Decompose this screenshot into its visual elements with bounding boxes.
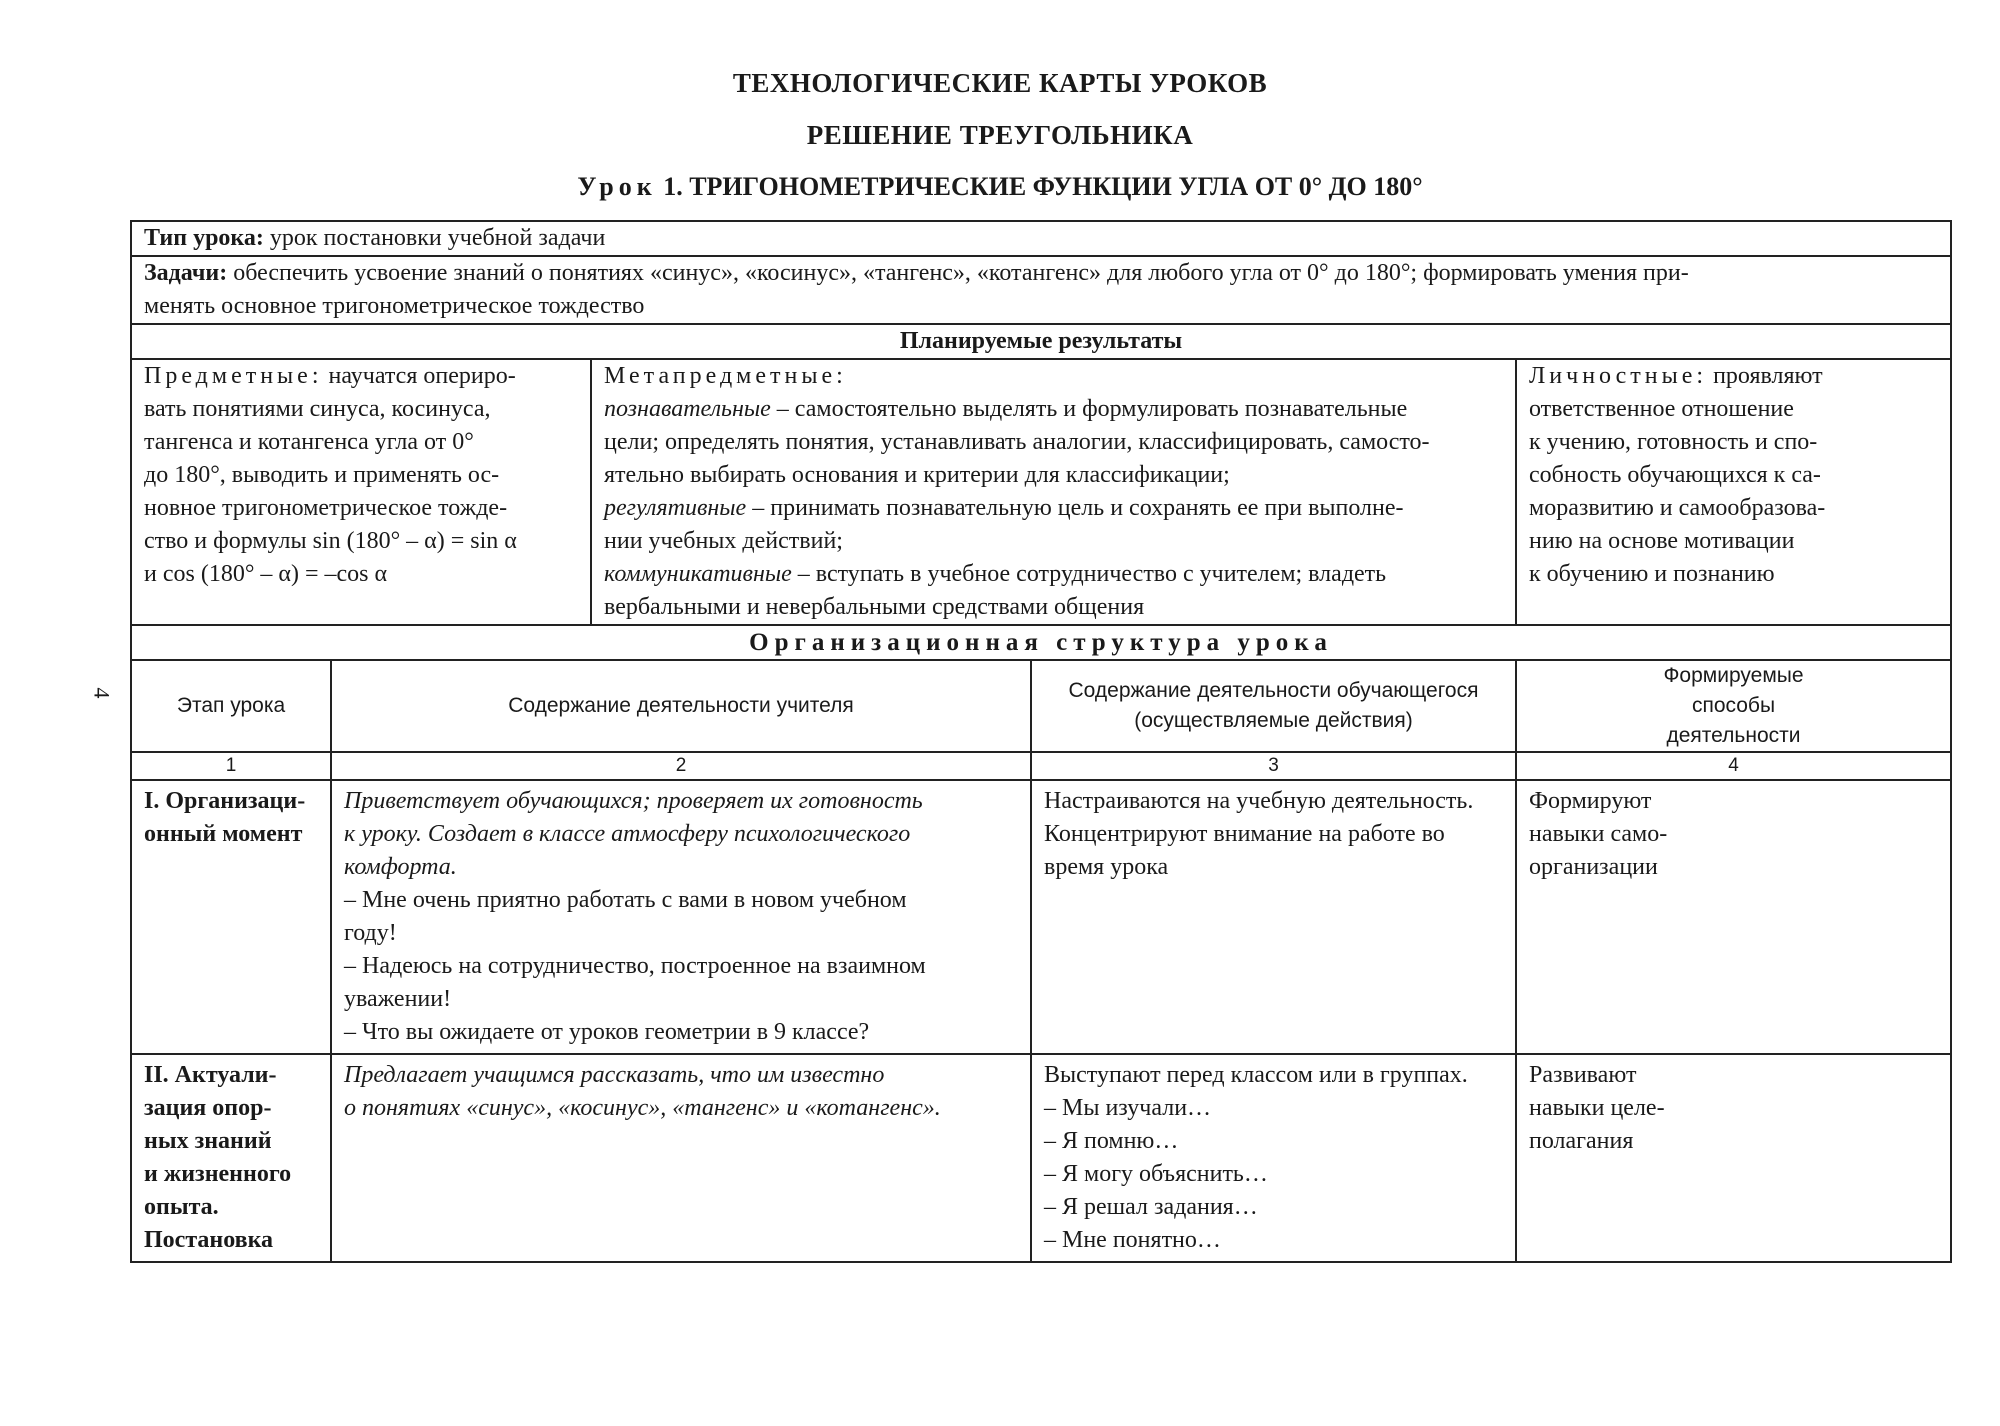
lesson-type-value: урок постановки учебной задачи (269, 225, 606, 251)
stage-cell (131, 1054, 331, 1262)
subject-results-cell (131, 359, 591, 625)
table-row (131, 780, 1951, 1054)
lesson-type-row (131, 221, 1951, 256)
subject-line: вать понятиями синуса, косинуса, (144, 396, 491, 422)
subject-line: новное тригонометрическое тожде- (144, 495, 508, 521)
org-structure-title: Организационная структура урока (131, 625, 1951, 660)
student-line: – Я помню… (1044, 1128, 1179, 1154)
student-line: – Мне понятно… (1044, 1227, 1221, 1253)
page-number: 4 (89, 687, 115, 699)
meta-line: нии учебных действий; (604, 528, 843, 554)
lesson-type-cell (131, 221, 1951, 256)
personal-line: нию на основе мотивации (1529, 528, 1795, 554)
column-number: 1 (131, 752, 331, 780)
stage-line: зация опор- (144, 1095, 272, 1121)
personal-line: проявляют (1713, 363, 1823, 389)
student-line: – Мы изучали… (1044, 1095, 1212, 1121)
teacher-line: комфорта. (344, 854, 457, 880)
stage-line: I. Организаци- (144, 788, 306, 814)
subject-line: тангенса и котангенса угла от 0° (144, 429, 474, 455)
methods-cell (1516, 780, 1951, 1054)
column-header-stage: Этап урока (131, 660, 331, 752)
personal-line: к учению, готовность и спо- (1529, 429, 1818, 455)
tasks-value-line1: обеспечить усвоение знаний о понятиях «синус», «косинус», «тангенс», «котангенс» для любого угла от 0° до 180°; формировать умения при- (233, 260, 1689, 286)
personal-line: ответственное отношение (1529, 396, 1794, 422)
column-header-methods-line: способы (1691, 694, 1776, 717)
teacher-line: уважении! (344, 986, 452, 1012)
stage-line: онный момент (144, 821, 303, 847)
tasks-value-line2: менять основное тригонометрическое тождество (144, 293, 645, 319)
subject-line: до 180°, выводить и применять ос- (144, 462, 500, 488)
subject-results-label: Предметные: (144, 363, 323, 389)
stage-line: опыта. (144, 1194, 219, 1220)
student-activity-cell (1031, 1054, 1516, 1262)
student-line: – Я могу объяснить… (1044, 1161, 1268, 1187)
methods-line: навыки целе- (1529, 1095, 1665, 1121)
subject-line: научатся опериро- (328, 363, 516, 389)
org-structure-title-row (131, 625, 1951, 660)
methods-line: навыки само- (1529, 821, 1668, 847)
lesson-type-label: Тип урока: (144, 225, 264, 251)
page-headings (0, 68, 2000, 202)
tasks-row (131, 256, 1951, 324)
personal-results-cell (1516, 359, 1951, 625)
teacher-line: – Мне очень приятно работать с вами в новом учебном (344, 887, 907, 913)
personal-line: к обучению и познанию (1529, 561, 1775, 587)
teacher-line: Предлагает учащимся рассказать, что им известно (344, 1062, 885, 1088)
student-line: Настраиваются на учебную деятельность. (1044, 788, 1474, 814)
column-header-student-line: Содержание деятельности обучающегося (1068, 679, 1479, 702)
teacher-line: Приветствует обучающихся; проверяет их готовность (344, 788, 923, 814)
student-line: Концентрируют внимание на работе во время урока (1044, 821, 1445, 880)
methods-line: Формируют (1529, 788, 1652, 814)
teacher-line: – Что вы ожидаете от уроков геометрии в 9 классе? (344, 1019, 870, 1045)
methods-line: полагания (1529, 1128, 1634, 1154)
lesson-prefix: Урок (577, 172, 657, 201)
subject-line: и cos (180° – α) = –cos α (144, 561, 388, 587)
page-subtitle: РЕШЕНИЕ ТРЕУГОЛЬНИКА (806, 120, 1194, 150)
teacher-activity-cell (331, 780, 1031, 1054)
tasks-cell (131, 256, 1951, 324)
stage-line: ных знаний (144, 1128, 272, 1154)
meta-line: цели; определять понятия, устанавливать аналогии, классифицировать, самосто- (604, 429, 1430, 455)
column-header-row (131, 660, 1951, 752)
planned-results-row (131, 359, 1951, 625)
page-title: ТЕХНОЛОГИЧЕСКИЕ КАРТЫ УРОКОВ (732, 68, 1268, 98)
student-line: – Я решал задания… (1044, 1194, 1258, 1220)
column-number: 3 (1031, 752, 1516, 780)
lesson-map-table (130, 220, 1952, 1263)
meta-results-cell (591, 359, 1516, 625)
methods-cell (1516, 1054, 1951, 1262)
personal-line: моразвитию и самообразова- (1529, 495, 1826, 521)
methods-line: организации (1529, 854, 1658, 880)
teacher-activity-cell (331, 1054, 1031, 1262)
column-header-methods-line: деятельности (1666, 724, 1801, 747)
communicative-label: коммуникативные (604, 561, 792, 587)
column-number: 4 (1516, 752, 1951, 780)
personal-results-label: Личностные: (1529, 363, 1708, 389)
column-header-methods-line: Формируемые (1663, 664, 1804, 687)
meta-line: вербальными и невербальными средствами общения (604, 594, 1145, 620)
planned-results-title-row (131, 324, 1951, 359)
meta-line: ятельно выбирать основания и критерии для классификации; (604, 462, 1230, 488)
meta-line: – принимать познавательную цель и сохранять ее при выполне- (746, 495, 1404, 521)
column-header-teacher: Содержание деятельности учителя (331, 660, 1031, 752)
methods-line: Развивают (1529, 1062, 1637, 1088)
tasks-label: Задачи: (144, 260, 228, 286)
student-activity-cell (1031, 780, 1516, 1054)
table-row (131, 1054, 1951, 1262)
column-header-student-line: (осуществляемые действия) (1134, 709, 1413, 732)
subject-line: ство и формулы sin (180° – α) = sin α (144, 528, 517, 554)
meta-line: – самостоятельно выделять и формулировать познавательные (770, 396, 1408, 422)
stage-cell (131, 780, 331, 1054)
teacher-line: о понятиях «синус», «косинус», «тангенс» и «котангенс». (344, 1095, 941, 1121)
stage-line: Постановка (144, 1227, 274, 1253)
column-header-student (1031, 660, 1516, 752)
lesson-title (0, 172, 2000, 202)
teacher-line: году! (344, 920, 397, 946)
column-number: 2 (331, 752, 1031, 780)
planned-results-title: Планируемые результаты (131, 324, 1951, 359)
personal-line: собность обучающихся к са- (1529, 462, 1821, 488)
regulative-label: регулятивные (604, 495, 747, 521)
meta-results-label: Метапредметные: (604, 363, 847, 389)
stage-line: II. Актуали- (144, 1062, 277, 1088)
teacher-line: к уроку. Создает в классе атмосферу психологического (344, 821, 911, 847)
teacher-line: – Надеюсь на сотрудничество, построенное на взаимном (344, 953, 926, 979)
meta-line: – вступать в учебное сотрудничество с учителем; владеть (791, 561, 1387, 587)
cognitive-label: познавательные (604, 396, 771, 422)
column-header-methods (1516, 660, 1951, 752)
stage-line: и жизненного (144, 1161, 292, 1187)
lesson-title-text: 1. ТРИГОНОМЕТРИЧЕСКИЕ ФУНКЦИИ УГЛА ОТ 0° ДО 180° (663, 172, 1423, 201)
student-line: Выступают перед классом или в группах. (1044, 1062, 1468, 1088)
column-number-row (131, 752, 1951, 780)
